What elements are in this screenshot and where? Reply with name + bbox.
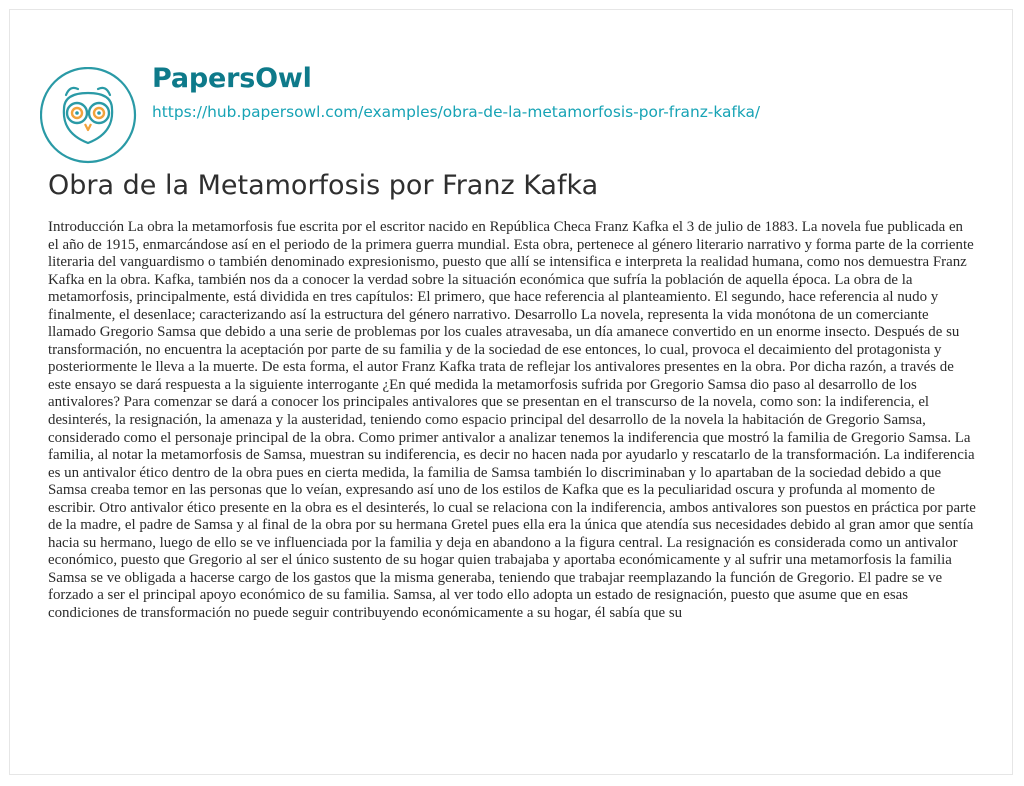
page-title: Obra de la Metamorfosis por Franz Kafka (48, 170, 599, 201)
owl-logo-icon[interactable] (40, 67, 140, 167)
essay-body: Introducción La obra la metamorfosis fue escrita por el escritor nacido en República Checa Franz Kafka el 3 de julio de 1883. La novela fue publicada en el año de 1915, enmarcándose así en el periodo de la primera guerra mundial. Esta obra, pertenece al género literario narrativo y forma parte de la corriente literaria del vanguardismo o también denominado expresionismo, puesto que allí se intensifica e interpreta la realidad humana, como nos demuestra Franz Kafka en la obra. Kafka, también nos da a conocer la verdad sobre la situación económica que sufría la población de aquella época. La obra de la metamorfosis, principalmente, está dividida en tres capítulos: El primero, que hace referencia al planteamiento. El segundo, hace referencia al nudo y finalmente, el desenlace; caracterizando así la estructura del género narrativo. Desarrollo La novela, representa la vida monótona de un comerciante llamado Gregorio Samsa que debido a una serie de problemas por los cuales atravesaba, un día amanece convertido en un enorme insecto. Después de su transformación, no encuentra la aceptación por parte de su familia y de la sociedad de ese entonces, lo cual, provoca el decaimiento del protagonista y posteriormente le lleva a la muerte. De esta forma, el autor Franz Kafka trata de reflejar los antivalores presentes en la obra. Por dicha razón, a través de este ensayo se dará respuesta a la siguiente interrogante ¿En qué medida la metamorfosis sufrida por Gregorio Samsa dio paso al desarrollo de los antivalores? Para comenzar se dará a conocer los principales antivalores que se presentan en el transcurso de la novela, como son: la indiferencia, el desinterés, la resignación, la amenaza y la austeridad, teniendo como espacio principal del desarrollo de la novela la habitación de Gregorio Samsa, considerado como el personaje principal de la obra. Como primer antivalor a analizar tenemos la indiferencia que mostró la familia de Gregorio Samsa. La familia, al notar la metamorfosis de Samsa, muestran su indiferencia, es decir no hacen nada por ayudarlo y rescatarlo de la transformación. La indiferencia es un antivalor ético dentro de la obra pues en cierta medida, la familia de Samsa también lo discriminaban y lo apartaban de la sociedad debido a que Samsa creaba temor en las personas que lo veían, expresando así uno de los estilos de Kafka que es la peculiaridad oscura y profunda al momento de escribir. Otro antivalor ético presente en la obra es el desinterés, lo cual se relaciona con la indiferencia, ambos antivalores son puestos en práctica por parte de la madre, el padre de Samsa y al final de la obra por su hermana Gretel pues ella era la única que atendía sus necesidades debido al gran amor que sentía hacia su hermano, luego de ello se ve influenciada por la familia y deja en abandono a la figura central. La resignación es considerada como un antivalor económico, puesto que Gregorio al ser el único sustento de su hogar quien trabajaba y aportaba económicamente y al sufrir una metamorfosis la familia Samsa se ve obligada a hacerse cargo de los gastos que la misma generaba, teniendo que trabajar reemplazando la función de Gregorio. El padre se ve forzado a ser el principal apoyo económico de su familia. Samsa, al ver todo ello adopta un estado de resignación, puesto que asume que en esas condiciones de transformación no puede seguir contribuyendo económicamente a su hogar, él sabía que su (48, 219, 976, 622)
brand-name[interactable]: PapersOwl (152, 63, 312, 94)
source-url-link[interactable]: https://hub.papersowl.com/examples/obra-de-la-metamorfosis-por-franz-kafka/ (152, 103, 761, 121)
site-header (40, 47, 1000, 147)
